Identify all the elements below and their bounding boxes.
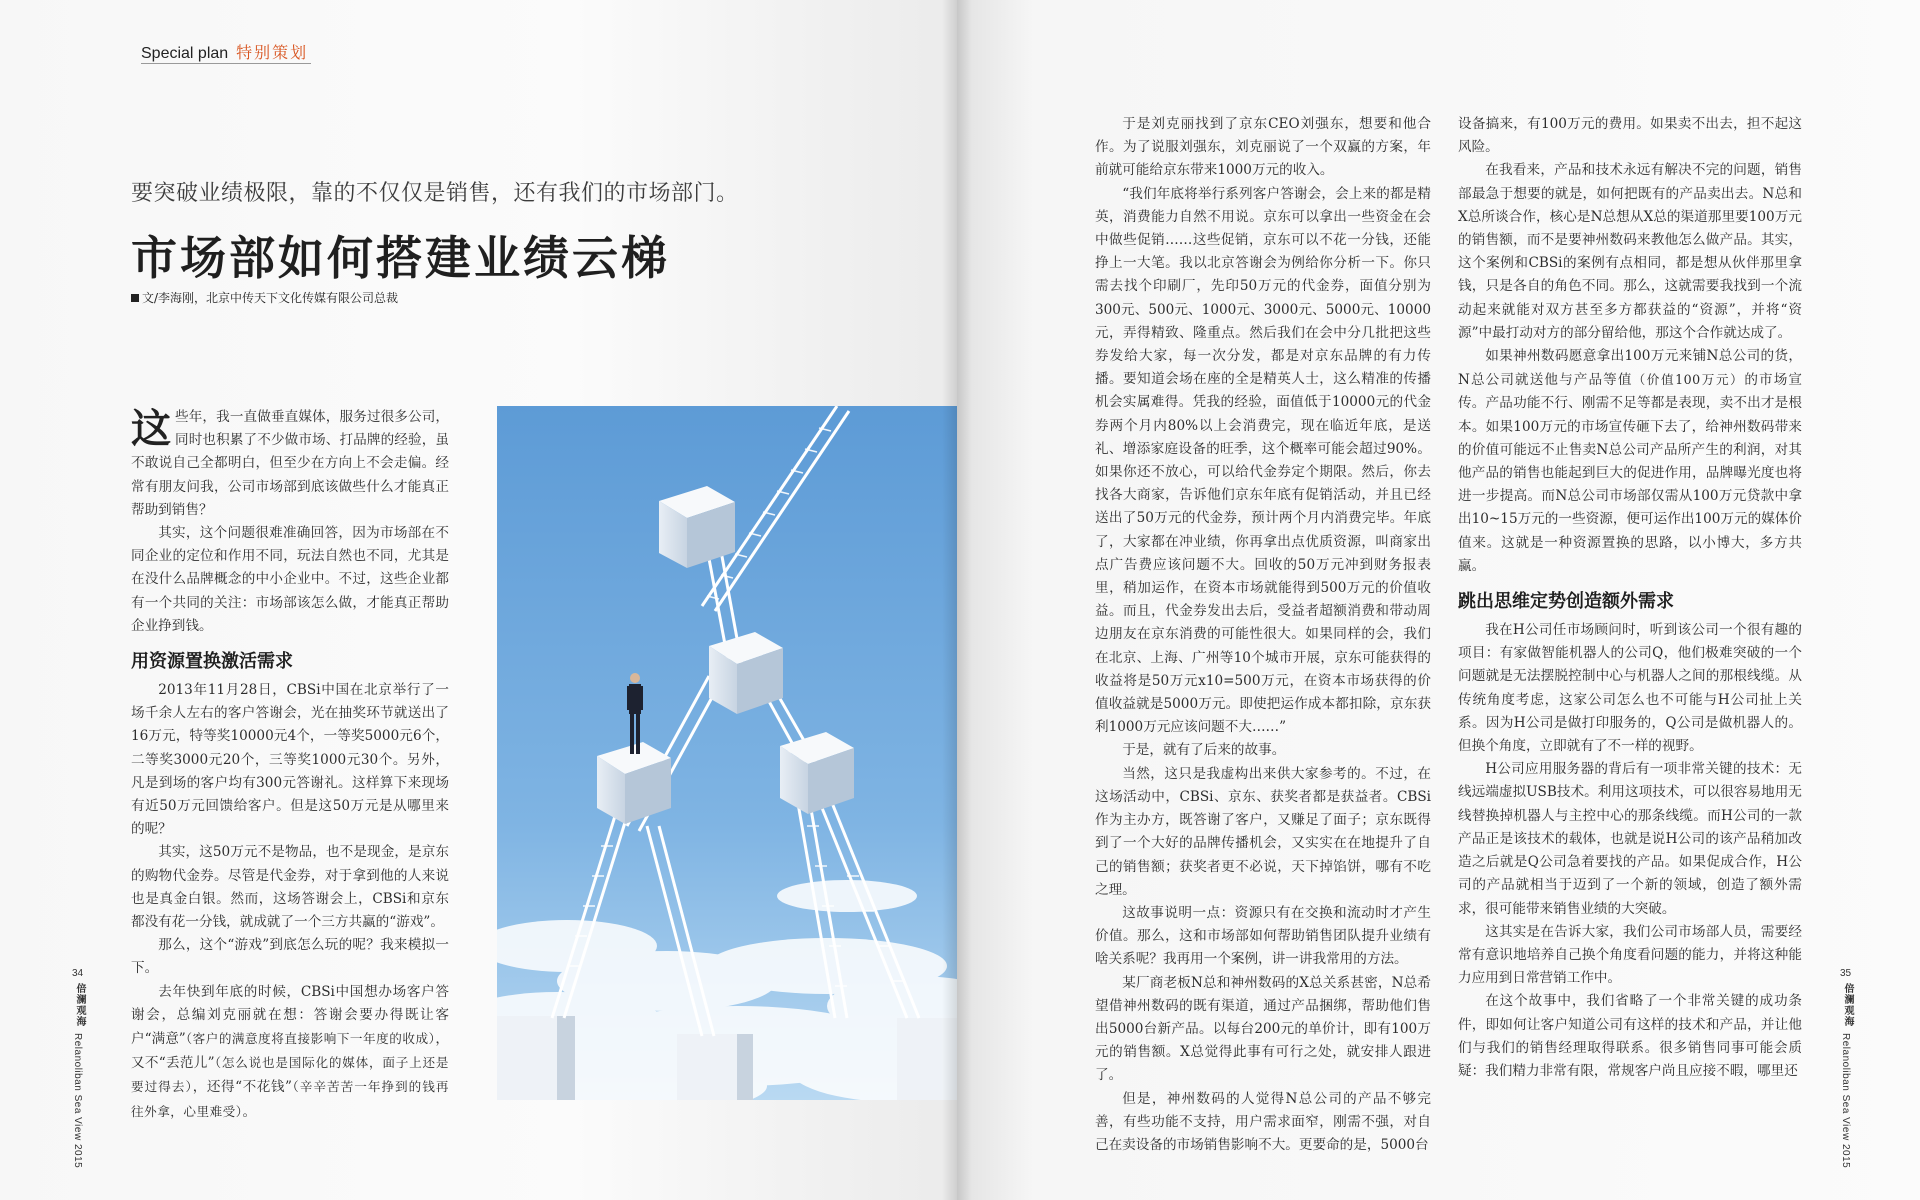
left-page: [0, 0, 957, 1200]
text-column-1: [131, 405, 450, 1120]
folio-left: [72, 968, 87, 1168]
paragraph-text: 如果神州数码愿意拿出100万元来铺N总公司的货，N总公司就送他与产品等值: [1458, 348, 1802, 389]
section-tag: [141, 40, 308, 63]
section-label-en: Special plan: [141, 45, 229, 62]
page-number: 34: [72, 968, 84, 979]
magazine-name-en: Relanoliban Sea View 2015: [1840, 1033, 1851, 1169]
paragraph: 但是，神州数码的人觉得N总公司的产品不够完善，有些功能不支持，用户需求面窄，刚需不强，对自己在卖设备的市场销售影响不大。更要命的是，5000台: [1095, 1090, 1431, 1153]
paragraph: 某厂商老板N总和神州数码的X总关系甚密，N总希望借神州数码的既有渠道，通过产品捆绑，帮助他们售出5000台新产品。以每台200元的单价计，即有100万元的销售额。X总觉得此事有可行之处，就安排人跟进了。: [1095, 974, 1431, 1084]
article-byline: [131, 289, 398, 306]
paragraph: H公司应用服务器的背后有一项非常关键的技术：无线远端虚拟USB技术。利用这项技术，可以很容易地用无线替换掉机器人与主控中心的那条线缆。而H公司的一款产品正是该技术的载体，也就是说H公司的该产品稍加改造之后就是Q公司急着要找的产品。如果促成合作，H公司的产品就相当于迈到了一个新的领域，创造了额外需求，很可能带来销售业绩的大突破。: [1458, 761, 1802, 917]
magazine-name: 倍澜观海: [74, 983, 85, 1027]
text-column-4: [1458, 113, 1802, 1113]
paragraph: 那么，这个“游戏”到底怎么玩的呢？我来模拟一下。: [131, 937, 449, 977]
paragraph-text: 的市场宣传。产品功能不行、刚需不足等都是表现，卖不出才是根本。如果100万元的市场宣传砸下去了，给神州数码带来的价值可能远不止售卖N总公司产品所产生的利润，对其他产品的销售也能起到巨大的促进作用，品牌曝光度也将进一步提高。而N总公司市场部仅需从100万元贷款中拿出10~15万元的一些资源，便可运作出100万元的媒体价值来。这就是一种资源置换的思路，以小博大，多方共赢。: [1458, 372, 1802, 574]
paragraph: 在这个故事中，我们省略了一个非常关键的成功条件，即如何让客户知道公司有这样的技术和产品，并让他们与我们的销售经理取得联系。很多销售同事可能会质疑：我们精力非常有限，常规客户尚且应接不暇，哪里还: [1458, 993, 1802, 1079]
photo-illustration: [497, 406, 957, 1100]
byline-text: 文/李海刚，北京中传天下文化传媒有限公司总裁: [142, 291, 399, 305]
aside-text: （客户的满意度将直接影响下一年度的收成）: [185, 1031, 436, 1047]
subheading: 跳出思维定势创造额外需求: [1458, 591, 1674, 613]
paragraph: [131, 981, 449, 1124]
paragraph-text: ，还得“不花钱”: [192, 1079, 292, 1096]
paragraph: 其实，这50万元不是物品，也不是现金，是京东的购物代金券。尽管是代金券，对于拿到他的人来说也是真金白银。然而，这场答谢会上，CBSi和京东都没有花一分钱，就成就了一个三方共赢的“游戏”。: [131, 844, 449, 931]
paragraph-text: 去年快到年底的时候，CBSi中国想办场客户答谢会，总编刘克丽就在想：答谢会要办得既让客户“满意”: [131, 983, 449, 1048]
paragraph: 这故事说明一点：资源只有在交换和流动时才产生价值。那么，这和市场部如何帮助销售团队提升业绩有啥关系呢？我再用一个案例，讲一讲我常用的方法。: [1095, 904, 1431, 968]
paragraph: 设备搞来，有100万元的费用。如果卖不出去，担不起这风险。: [1458, 116, 1802, 156]
article-deck: 要突破业绩极限，靠的不仅仅是销售，还有我们的市场部门。: [131, 181, 739, 206]
paragraph: 2013年11月28日，CBSi中国在北京举行了一场千余人左右的客户答谢会，光在抽奖环节就送出了16万元，特等奖10000元4个，一等奖5000元6个，二等奖3000元20个，三等奖1000元30个。另外，凡是到场的客户均有300元答谢礼。这样算下来现场有近50万元回馈给客户。但是这50万元是从哪里来的呢？: [131, 682, 449, 838]
aside-text: （价值100万元）: [1632, 372, 1745, 388]
paragraph-text: 。: [242, 1103, 257, 1120]
paragraph-text: ，又不“丢范儿”: [131, 1031, 450, 1072]
paragraph: [131, 406, 449, 522]
paragraph: 于是，就有了后来的故事。: [1122, 742, 1286, 759]
spine-shadow: [942, 0, 972, 1200]
paragraph-text: 些年，我一直做垂直媒体，服务过很多公司，同时也积累了不少做市场、打品牌的经验，虽不敢说自己全都明白，但至少在方向上不会走偏。经常有朋友问我，公司市场部到底该做些什么才能真正帮助到销售？: [131, 409, 449, 518]
paragraph: 在我看来，产品和技术永远有解决不完的问题，销售部最急于想要的就是，如何把既有的产品卖出去。N总和X总所谈合作，核心是N总想从X总的渠道那里要100万元的销售额，而不是要神州数码来教他怎么做产品。其实，这个案例和CBSi的案例有点相同，都是想从伙伴那里拿钱，只是各自的角色不同。那么，这就需要我找到一个流动起来就能对双方甚至多方都获益的“资源”，并将“资源”中最打动对方的部分留给他，那这个合作就达成了。: [1458, 162, 1802, 341]
aside-text: （辛辛苦苦一年挣到的钱再往外拿，心里难受）: [131, 1079, 449, 1119]
paragraph: [1458, 345, 1802, 578]
drop-cap: 这: [131, 405, 171, 452]
paragraph: 当然，这只是我虚构出来供大家参考的。不过，在这场活动中，CBSi、京东、获奖者都是获益者。CBSi作为主办方，既答谢了客户，又赚足了面子；京东既得到了一个大好的品牌传播机会，又实实在在地提升了自己的销售额；获奖者更不必说，天下掉馅饼，哪有不吃之理。: [1095, 765, 1431, 898]
magazine-name: 倍澜观海: [1842, 983, 1853, 1027]
paragraph: 于是刘克丽找到了京东CEO刘强东，想要和他合作。为了说服刘强东，刘克丽说了一个双赢的方案，年前就可能给京东带来1000万元的收入。: [1095, 116, 1431, 179]
paragraph: 我在H公司任市场顾问时，听到该公司一个很有趣的项目：有家做智能机器人的公司Q，他们极难突破的一个问题就是无法摆脱控制中心与机器人之间的那根线缆。从传统角度考虑，这家公司怎么也不可能与H公司扯上关系。因为H公司是做打印服务的，Q公司是做机器人的。但换个角度，立即就有了不一样的视野。: [1458, 622, 1802, 755]
subheading: 用资源置换激活需求: [131, 651, 293, 673]
page-number: 35: [1840, 968, 1852, 979]
section-rule: [141, 63, 311, 64]
magazine-name-en: Relanoliban Sea View 2015: [72, 1033, 83, 1169]
section-label-cn: 特别策划: [236, 43, 309, 62]
byline-square-icon: [131, 294, 139, 302]
ladder-cubes-photo: [497, 406, 957, 1100]
folio-right: [1840, 968, 1855, 1168]
text-column-3: [1095, 113, 1431, 1153]
paragraph: 其实，这个问题很难准确回答，因为市场部在不同企业的定位和作用不同，玩法自然也不同，尤其是在没什么品牌概念的中小企业中。不过，这些企业都有一个共同的关注：市场部该怎么做，才能真正帮助企业挣到钱。: [131, 525, 449, 634]
paragraph: “我们年底将举行系列客户答谢会，会上来的都是精英，消费能力自然不用说。京东可以拿出一些资金在会中做些促销……这些促销，京东可以不花一分钱，还能挣上一大笔。我以北京答谢会为例给你分析一下。你只需去找个印刷厂，先印50万元的代金券，面值分别为300元、500元、1000元、3000元、5000元、10000元，弄得精致、隆重点。然后我们在会中分几批把这些券发给大家，每一次分发，都是对京东品牌的有力传播。要知道会场在座的全是精英人士，这么精准的传播机会实属难得。凭我的经验，面值低于10000元的代金券两个月内80%以上会消费完，现在临近年底，是送礼、增添家庭设备的旺季，这个概率可能会超过90%。如果你还不放心，可以给代金券定个期限。然后，你去找各大商家，告诉他们京东年底有促销活动，并且已经送出了50万元的代金券，预计两个月内消费完毕。年底了，大家都在冲业绩，你再拿出点优质资源，叫商家出点广告费应该问题不大。回收的50万元冲到财务报表里，稍加运作，在资本市场就能得到500万元的价值收益。而且，代金券发出去后，受益者超额消费和带动周边朋友在京东消费的可能性很大。如果同样的会，我们在北京、上海、广州等10个城市开展，京东可能获得的收益将是50万元x10=500万元，在资本市场获得的价值收益就是5000万元。即使把运作成本都扣除，京东获利1000万元应该问题不大……”: [1095, 185, 1431, 736]
article-title: 市场部如何搭建业绩云梯: [131, 231, 670, 285]
aside-text: （怎么说也是国际化的媒体，面子上还是要过得去）: [131, 1055, 450, 1095]
paragraph: 这其实是在告诉大家，我们公司市场部人员，需要经常有意识地培养自己换个角度看问题的能力，并将这种能力应用到日常营销工作中。: [1458, 923, 1802, 987]
